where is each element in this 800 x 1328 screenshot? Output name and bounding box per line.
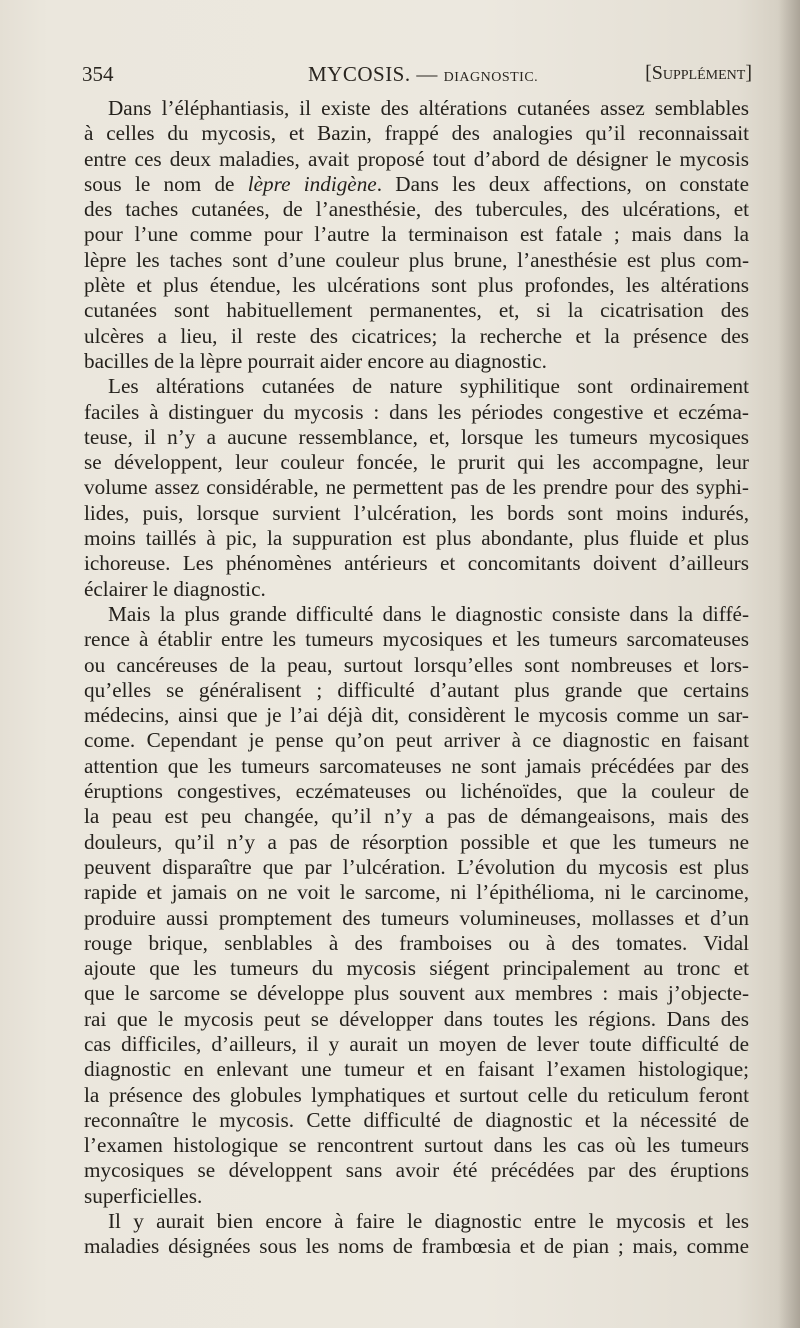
text-line: ulcères a lieu, il reste des cicatrices; la recherche et la présence des — [84, 323, 749, 348]
text-line: rai que le mycosis peut se développer dans toutes les régions. Dans des — [84, 1006, 749, 1031]
text-line: Dans l’éléphantiasis, il existe des altérations cutanées assez semblables — [108, 96, 749, 120]
text-line: Il y aurait bien encore à faire le diagnostic entre le mycosis et les — [108, 1209, 749, 1234]
paragraph-syphilis — [84, 374, 749, 602]
text-line: diagnostic en enlevant une tumeur et en faisant l’examen histologique; — [84, 1057, 749, 1082]
text-line: come. Cependant je pense qu’on peut arriver à ce diagnostic en faisant — [84, 728, 749, 753]
text-line: médecins, ainsi que je l’ai déjà dit, considèrent le mycosis comme un sar- — [84, 703, 749, 728]
body-text — [84, 96, 749, 1260]
text-line: entre ces deux maladies, avait proposé tout d’abord de désigner le mycosis — [84, 146, 749, 171]
text-line: l’examen histologique se rencontrent surtout dans les cas où les tumeurs — [84, 1133, 749, 1158]
title-dash: — — [416, 62, 438, 86]
title-word: MYCOSIS. — [308, 62, 411, 86]
text-line: éruptions congestives, eczémateuses ou lichénoïdes, que la couleur de — [84, 779, 749, 804]
text-line: teuse, il n’y a aucune ressemblance, et, lorsque les tumeurs mycosiques — [84, 424, 749, 449]
text-line: rence à établir entre les tumeurs mycosiques et les tumeurs sarcomateuses — [84, 627, 749, 652]
text-line: Les altérations cutanées de nature syphilitique sont ordinairement — [108, 374, 749, 399]
text-line: ou cancéreuses de la peau, surtout lorsqu’elles sont nombreuses et lors- — [84, 652, 749, 677]
text-fragment: . Dans les deux affections, on constate — [376, 171, 749, 196]
text-line: volume assez considérable, ne permettent pas de les prendre pour des syphi- — [84, 475, 749, 500]
text-line: plète et plus étendue, les ulcérations sont plus profondes, les altérations — [84, 273, 749, 298]
text-line: à celles du mycosis, et Bazin, frappé des analogies qu’il reconnaissait — [84, 121, 749, 146]
running-head — [82, 62, 752, 90]
text-line: cas difficiles, d’ailleurs, il y aurait un moyen de lever toute difficulté de — [84, 1031, 749, 1056]
text-line: lèpre les taches sont d’une couleur plus brune, l’anesthésie est plus com- — [84, 247, 749, 272]
text-line: reconnaître le mycosis. Cette difficulté de diagnostic et la nécessité de — [84, 1107, 749, 1132]
paragraph-elephantiasis — [84, 96, 749, 374]
text-line: se développent, leur couleur foncée, le prurit qui les accompagne, leur — [84, 450, 749, 475]
text-line: superficielles. — [84, 1183, 203, 1208]
text-line: faciles à distinguer du mycosis : dans les périodes congestive et eczéma- — [84, 399, 749, 424]
running-title — [308, 62, 538, 87]
text-line: peuvent disparaître que par l’ulcération. L’évolution du mycosis est plus — [84, 854, 749, 879]
text-line: rouge brique, senblables à des framboises ou à des tomates. Vidal — [84, 930, 749, 955]
italic-term: lèpre indigène — [247, 171, 377, 196]
text-line: lides, puis, lorsque survient l’ulcération, les bords sont moins indurés, — [84, 500, 749, 525]
text-line: la peau est peu changée, qu’il n’y a pas de démangeaisons, mais des — [84, 804, 749, 829]
text-line: bacilles de la lèpre pourrait aider encore au diagnostic. — [84, 348, 547, 373]
text-line: maladies désignées sous les noms de frambœsia et de pian ; mais, comme — [84, 1234, 749, 1259]
text-line: ichoreuse. Les phénomènes antérieurs et concomitants doivent d’ailleurs — [84, 551, 749, 576]
text-line: que le sarcome se développe plus souvent aux membres : mais j’objecte- — [84, 981, 749, 1006]
text-line: mycosiques se développent sans avoir été précédées par des éruptions — [84, 1158, 749, 1183]
text-line: produire aussi promptement des tumeurs volumineuses, mollasses et d’un — [84, 905, 749, 930]
text-line: éclairer le diagnostic. — [84, 576, 266, 601]
text-line: rapide et jamais on ne voit le sarcome, ni l’épithélioma, ni le carcinome, — [84, 880, 749, 905]
text-line: qu’elles se généralisent ; difficulté d’autant plus grande que certains — [84, 677, 749, 702]
text-fragment: sous le nom de — [84, 171, 248, 196]
text-line: la présence des globules lymphatiques et surtout celle du reticulum feront — [84, 1082, 749, 1107]
section-label: [Supplément] — [645, 62, 752, 84]
text-line — [84, 172, 749, 197]
text-line: attention que les tumeurs sarcomateuses ne sont jamais précédées par des — [84, 753, 749, 778]
text-line: douleurs, qu’il n’y a pas de résorption possible et que les tumeurs ne — [84, 829, 749, 854]
text-line: cutanées sont habituellement permanentes, et, si la cicatrisation des — [84, 298, 749, 323]
page-number: 354 — [82, 62, 114, 86]
text-line: pour l’une comme pour l’autre la terminaison est fatale ; mais dans la — [84, 222, 749, 247]
text-line: Mais la plus grande difficulté dans le diagnostic consiste dans la diffé- — [108, 601, 749, 626]
text-line: ajoute que les tumeurs du mycosis siégent principalement au tronc et — [84, 956, 749, 981]
title-subtitle: DIAGNOSTIC. — [443, 70, 539, 85]
text-line: des taches cutanées, de l’anesthésie, des tubercules, des ulcérations, et — [84, 197, 749, 222]
text-line: moins taillés à pic, la suppuration est plus abondante, plus fluide et plus — [84, 526, 749, 551]
paragraph-sarcoma — [84, 602, 749, 1209]
paragraph-framboesia — [84, 1209, 749, 1260]
